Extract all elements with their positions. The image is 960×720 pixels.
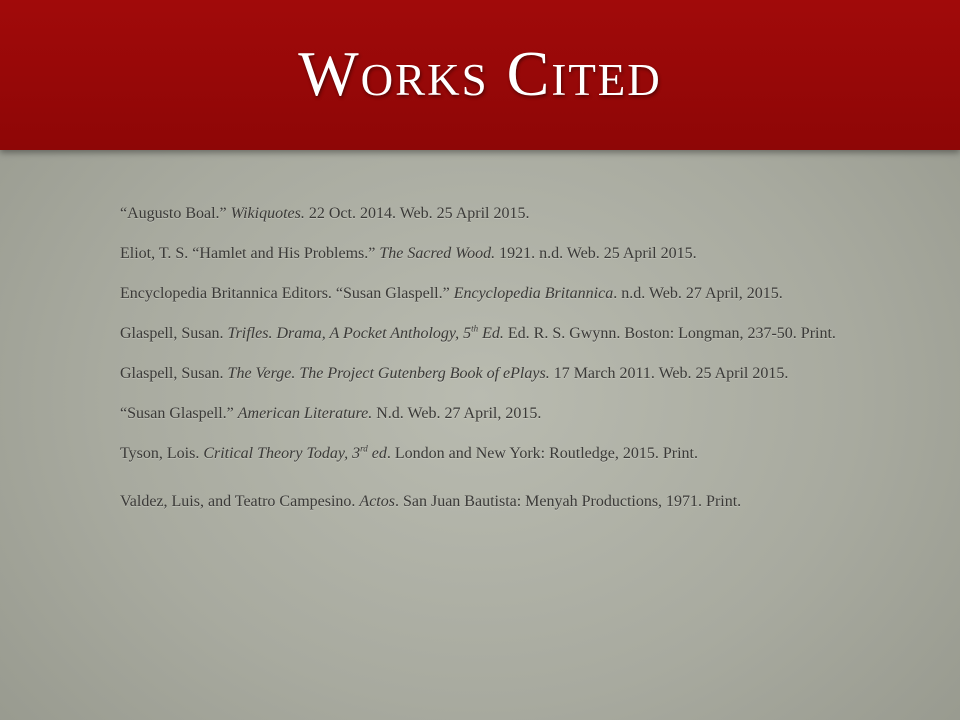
citation-britannica: Encyclopedia Britannica Editors. “Susan Glaspell.” Encyclopedia Britannica. n.d. Web. 27 April, 2015. (120, 285, 783, 302)
citation-glaspell-trifles: Glaspell, Susan. Trifles. Drama, A Pocket Anthology, 5th Ed. Ed. R. S. Gwynn. Boston: Longman, 237-50. Print. (120, 323, 836, 342)
works-cited-list (120, 200, 860, 528)
citation-glaspell-verge: Glaspell, Susan. The Verge. The Project Gutenberg Book of ePlays. 17 March 2011. Web. 25 April 2015. (120, 365, 789, 382)
citation-american-literature: “Susan Glaspell.” American Literature. N.d. Web. 27 April, 2015. (120, 405, 542, 422)
citation-valdez: Valdez, Luis, and Teatro Campesino. Actos. San Juan Bautista: Menyah Productions, 1971. Print. (120, 493, 742, 510)
citation-augusto-boal: “Augusto Boal.” Wikiquotes. 22 Oct. 2014. Web. 25 April 2015. (120, 205, 530, 222)
citation-eliot: Eliot, T. S. “Hamlet and His Problems.” The Sacred Wood. 1921. n.d. Web. 25 April 2015. (120, 245, 697, 262)
slide-title: Works Cited (298, 38, 662, 109)
citation-tyson: Tyson, Lois. Critical Theory Today, 3rd ed. London and New York: Routledge, 2015. Print. (120, 443, 698, 462)
title-bar (0, 0, 960, 150)
